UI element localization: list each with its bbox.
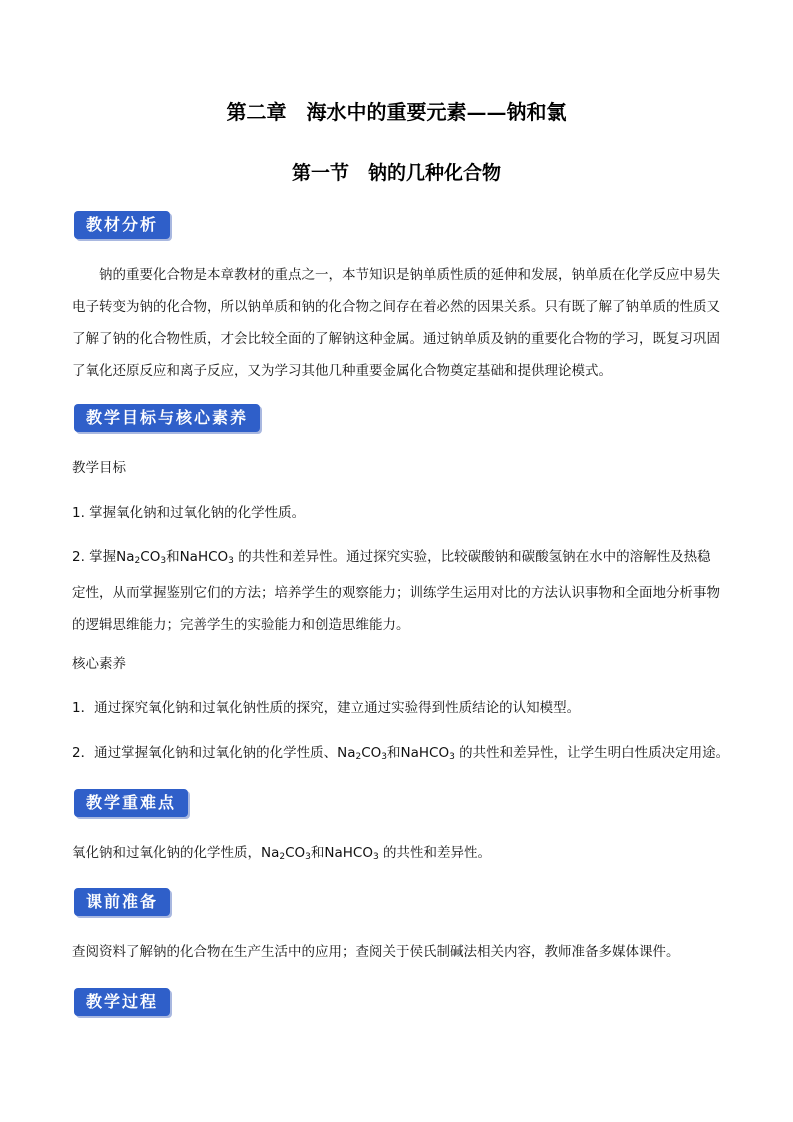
goal2-prefix: 2. 掌握: [72, 549, 117, 565]
key-points-text: 氧化钠和过氧化钠的化学性质，$Na_2CO_3$和NaHCO$_3$ 的共性和差异性。: [72, 845, 492, 862]
goal-item-1: 1. 掌握氧化钠和过氧化钠的化学性质。: [72, 505, 306, 521]
core-heading: 核心素养: [72, 656, 126, 672]
chapter-title: 第二章 海水中的重要元素——钠和氯: [226, 100, 567, 124]
core-item-2: 2．通过掌握氧化钠和过氧化钠的化学性质、$Na_2CO_3$和NaHCO$_3$ 的共性和差异性，让学生明白性质决定用途。: [72, 745, 730, 762]
formula-nahco3: NaHCO$_3$: [179, 549, 234, 566]
section-title: 第一节 钠的几种化合物: [291, 162, 501, 184]
core-item-1: 1．通过探究氧化钠和过氧化钠性质的探究，建立通过实验得到性质结论的认知模型。: [72, 700, 581, 716]
section-badge-process: 教学过程: [74, 988, 170, 1016]
formula-nahco3: NaHCO$_3$: [324, 845, 379, 862]
formula-nahco3: NaHCO$_3$: [400, 745, 455, 762]
goal-item-2: 2. 掌握$Na_2CO_3$和NaHCO$_3$ 的共性和差异性。通过探究实验，比较碳酸钠和碳酸氢钠在水中的溶解性及热稳定性，从而掌握鉴别它们的方法；培养学生的观察能力；训练学生运用对比的方法认识事物和全面地分析事物的逻辑思维能力；完善学生的实验能力和创造思维能力。: [72, 549, 720, 633]
goals-heading: 教学目标: [72, 460, 126, 476]
goal2-text: 的共性和差异性。通过探究实验，比较碳酸钠和碳酸氢钠在水中的溶解性及热稳定性，从而掌握鉴别它们的方法；培养学生的观察能力；训练学生运用对比的方法认识事物和全面地分析事物的逻辑思维能力；完善学生的实验能力和创造思维能力。: [72, 549, 720, 633]
prep-text: 查阅资料了解钠的化合物在生产生活中的应用；查阅关于侯氏制碱法相关内容，教师准备多媒体课件。: [72, 944, 680, 960]
section-badge-goals: 教学目标与核心素养: [74, 404, 260, 432]
formula-na2co3: $Na_2CO_3$: [261, 845, 311, 862]
formula-na2co3: $Na_2CO_3$: [116, 549, 167, 566]
section-badge-analysis: 教材分析: [74, 211, 170, 239]
formula-na2co3: $Na_2CO_3$: [337, 745, 387, 762]
section-badge-key-points: 教学重难点: [74, 789, 188, 817]
section-badge-prep: 课前准备: [74, 888, 170, 916]
analysis-paragraph: 钠的重要化合物是本章教材的重点之一，本节知识是钠单质性质的延伸和发展，钠单质在化学反应中易失电子转变为钠的化合物，所以钠单质和钠的化合物之间存在着必然的因果关系。只有既了解了钠单质的性质又了解了钠的化合物性质，才会比较全面的了解钠这种金属。通过钠单质及钠的重要化合物的学习，既复习巩固了氧化还原反应和离子反应，又为学习其他几种重要金属化合物奠定基础和提供理论模式。: [72, 267, 720, 379]
